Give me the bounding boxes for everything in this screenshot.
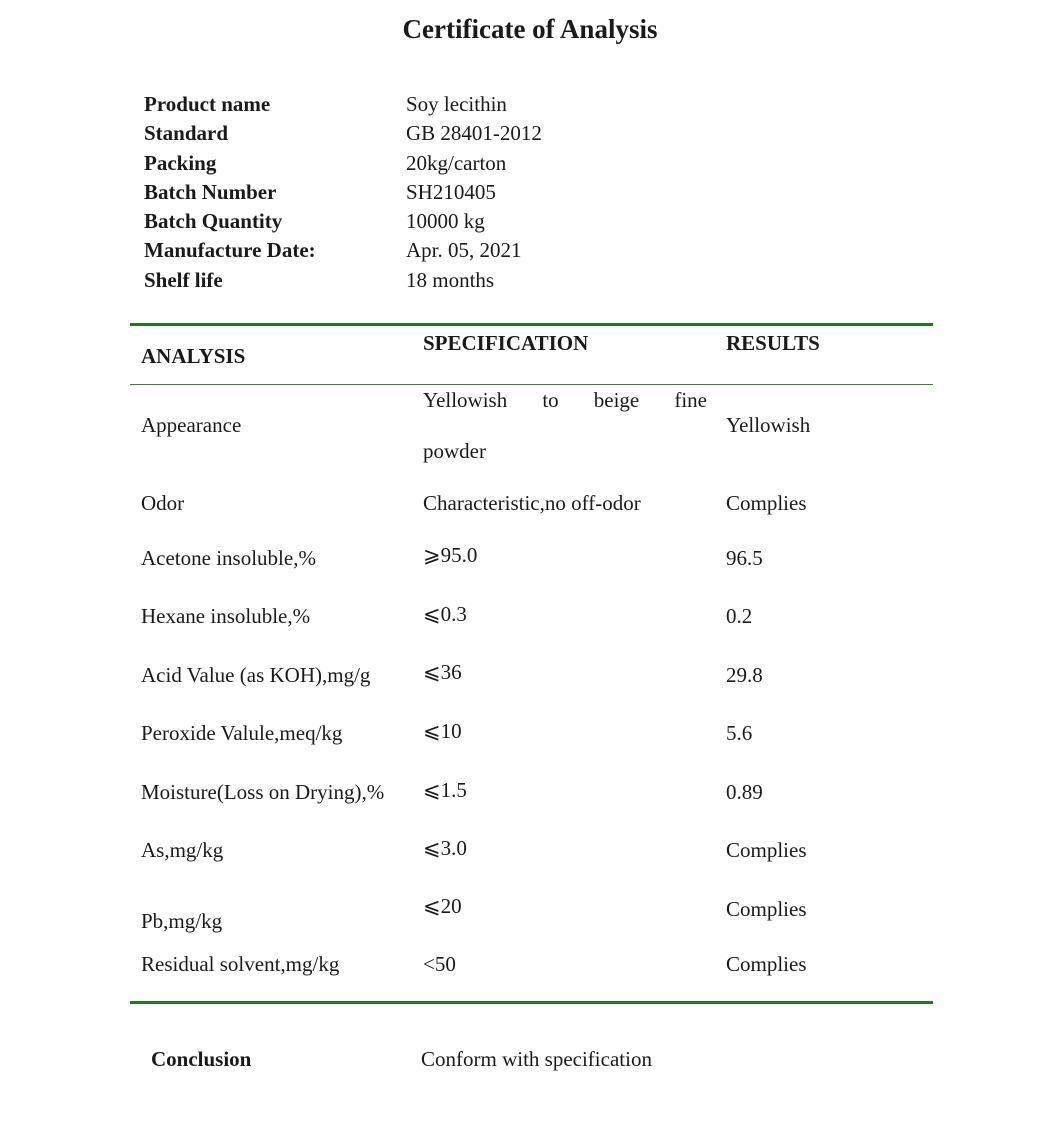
cell-analysis: Moisture(Loss on Drying),% (141, 780, 385, 804)
table-top-rule (130, 323, 933, 326)
cell-spec: ⩽3.0 (423, 836, 467, 860)
cell-analysis: Peroxide Valule,meq/kg (141, 721, 343, 745)
info-label-manufacture-date: Manufacture Date: (144, 238, 316, 262)
info-label-standard: Standard (144, 121, 229, 145)
cell-spec: ⩽10 (423, 719, 462, 743)
cell-spec-line2: powder (423, 439, 486, 463)
info-label-shelf-life: Shelf life (144, 268, 223, 292)
info-value-manufacture-date: Apr. 05, 2021 (406, 238, 522, 262)
cell-result: 5.6 (726, 721, 753, 745)
info-label-packing: Packing (144, 151, 217, 175)
cell-spec: ⩽1.5 (423, 778, 467, 802)
cell-result: Complies (726, 952, 807, 976)
info-label-batch-quantity: Batch Quantity (144, 209, 283, 233)
cell-result: Yellowish (726, 413, 811, 437)
info-value-standard: GB 28401-2012 (406, 121, 542, 145)
header-results: RESULTS (726, 331, 820, 355)
cell-analysis: As,mg/kg (141, 838, 224, 862)
cell-analysis: Acetone insoluble,% (141, 546, 316, 570)
cell-analysis: Appearance (141, 413, 242, 437)
cell-analysis: Pb,mg/kg (141, 909, 223, 933)
cell-result: 0.2 (726, 604, 753, 628)
cell-analysis: Odor (141, 491, 185, 515)
conclusion-label: Conclusion (151, 1047, 252, 1071)
header-specification: SPECIFICATION (423, 331, 589, 355)
cell-result: 0.89 (726, 780, 763, 804)
document-title: Certificate of Analysis (402, 14, 658, 44)
cell-spec: ⩽0.3 (423, 602, 467, 626)
info-label-product-name: Product name (144, 92, 271, 116)
info-value-packing: 20kg/carton (406, 151, 507, 175)
cell-spec-line1: Yellowish to beige fine (423, 388, 707, 412)
cell-result: Complies (726, 838, 807, 862)
cell-analysis: Acid Value (as KOH),mg/g (141, 663, 371, 687)
info-value-batch-number: SH210405 (406, 180, 496, 204)
info-label-batch-number: Batch Number (144, 180, 277, 204)
table-bottom-rule (130, 1001, 933, 1004)
header-analysis: ANALYSIS (141, 344, 246, 368)
cell-result: Complies (726, 897, 807, 921)
header-divider-rule (130, 384, 933, 385)
conclusion-value: Conform with specification (421, 1047, 652, 1071)
cell-analysis: Residual solvent,mg/kg (141, 952, 340, 976)
cell-spec: Characteristic,no off-odor (423, 491, 641, 515)
info-value-shelf-life: 18 months (406, 268, 495, 292)
cell-result: 29.8 (726, 663, 763, 687)
cell-spec: <50 (423, 952, 456, 976)
info-value-batch-quantity: 10000 kg (406, 209, 485, 233)
cell-result: 96.5 (726, 546, 763, 570)
cell-spec: ⩾95.0 (423, 543, 478, 567)
cell-spec: ⩽20 (423, 894, 462, 918)
cell-spec: ⩽36 (423, 660, 462, 684)
info-value-product-name: Soy lecithin (406, 92, 507, 116)
cell-analysis: Hexane insoluble,% (141, 604, 311, 628)
cell-result: Complies (726, 491, 807, 515)
